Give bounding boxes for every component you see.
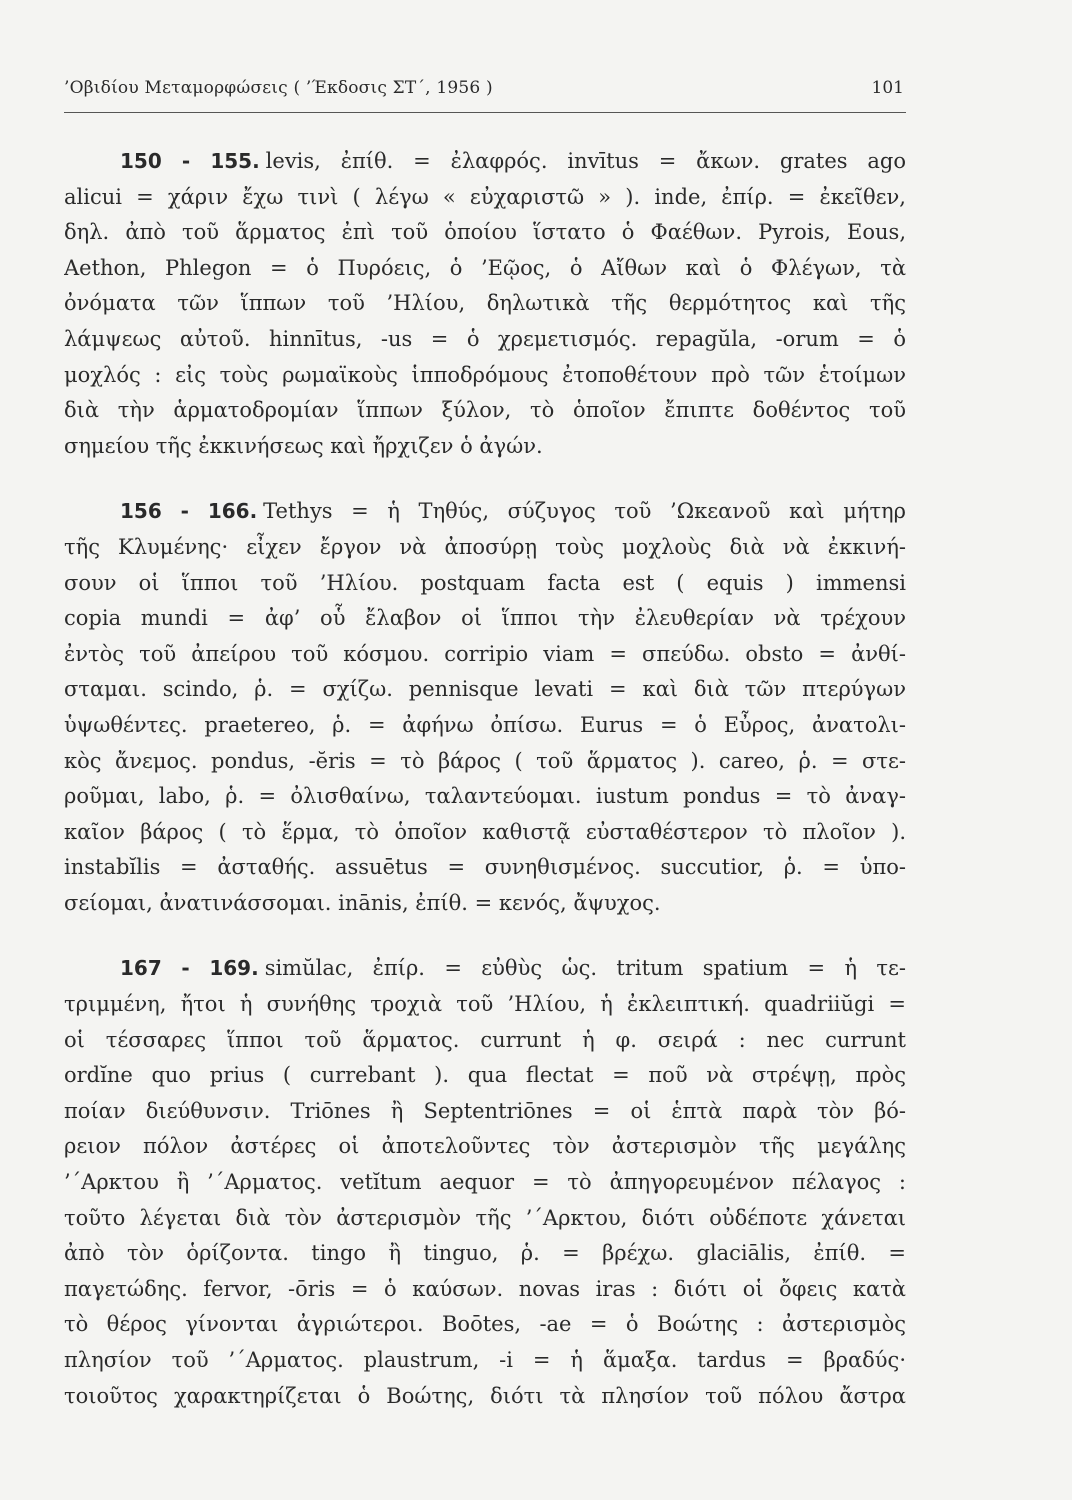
entry-text: Tethys = ἡ Τηθύς, σύζυγος τοῦ ’Ωκεανοῦ καὶ μήτηρ (263, 499, 906, 524)
entry-line: διὰ τὴν ἁρματοδρομίαν ἵππων ξύλον, τὸ ὁποῖον ἔπιπτε δοθέντος τοῦ (64, 398, 906, 423)
entry-line: καῖον βάρος ( τὸ ἕρμα, τὸ ὁποῖον καθιστᾷ εὐσταθέστερον τὸ πλοῖον ). (64, 819, 906, 844)
entry-line: ὀνόματα τῶν ἵππων τοῦ ’Ηλίου, δηλωτικὰ τῆς θερμότητος καὶ τῆς (64, 291, 906, 316)
entry-line: alicui = χάριν ἔχω τινὶ ( λέγω « εὐχαριστῶ » ). inde, ἐπίρ. = ἐκεῖθεν, (64, 184, 906, 209)
entry-150-155 (64, 144, 906, 464)
entry-line: σημείου τῆς ἐκκινήσεως καὶ ἤρχιζεν ὁ ἀγών. (64, 433, 543, 458)
entry-first-line (64, 951, 906, 987)
entry-line: οἱ τέσσαρες ἵπποι τοῦ ἅρματος. currunt ἡ φ. σειρά : nec currunt (64, 1027, 906, 1052)
entry-line: σουν οἱ ἵπποι τοῦ ’Ηλίου. postquam facta est ( equis ) immensi (64, 570, 906, 595)
entry-line: ροῦμαι, labo, ῥ. = ὀλισθαίνω, ταλαντεύομαι. iustum pondus = τὸ ἀναγ- (64, 784, 906, 809)
entry-line: ἀπὸ τὸν ὁρίζοντα. tingo ἢ tinguo, ῥ. = βρέχω. glaciālis, ἐπίθ. = (64, 1241, 906, 1266)
entry-167-169 (64, 951, 906, 1414)
entry-line: copia mundi = ἀφ’ οὗ ἔλαβον οἱ ἵπποι τὴν ἐλευθερίαν νὰ τρέχουν (64, 606, 906, 631)
entry-line: τοιοῦτος χαρακτηρίζεται ὁ Βοώτης, διότι τὰ πλησίον τοῦ πόλου ἄστρα (64, 1383, 906, 1408)
entry-line: μοχλός : εἰς τοὺς ρωμαϊκοὺς ἱπποδρόμους ἐτοποθέτουν πρὸ τῶν ἑτοίμων (64, 362, 906, 387)
entry-line: ἐντὸς τοῦ ἀπείρου τοῦ κόσμου. corripio viam = σπεύδω. obsto = ἀνθί- (64, 641, 906, 666)
running-title: ’Οβιδίου Μεταμορφώσεις ( ’Έκδοσις ΣΤ΄, 1956 ) (64, 78, 493, 98)
running-header (64, 72, 906, 113)
entry-text: simŭlac, ἐπίρ. = εὐθὺς ὡς. tritum spatium = ἡ τε- (264, 956, 906, 981)
entry-first-line (64, 144, 906, 180)
entry-line: σείομαι, ἀνατινάσσομαι. inānis, ἐπίθ. = κενός, ἄψυχος. (64, 890, 661, 915)
entry-line: ποίαν διεύθυνσιν. Triōnes ἢ Septentriōnes = οἱ ἑπτὰ παρὰ τὸν βό- (64, 1098, 906, 1123)
entry-line: τοῦτο λέγεται διὰ τὸν ἀστερισμὸν τῆς ’΄Αρκτου, διότι οὐδέποτε χάνεται (64, 1205, 906, 1230)
entry-line: instabĭlis = ἀσταθής. assuētus = συνηθισμένος. succutior, ῥ. = ὑπο- (64, 855, 906, 880)
entry-156-166 (64, 494, 906, 921)
entry-line: πλησίον τοῦ ’΄Αρματος. plaustrum, -i = ἡ ἅμαξα. tardus = βραδύς· (64, 1348, 906, 1372)
entry-line: ordĭne quo prius ( currebant ). qua flectat = ποῦ νὰ στρέψῃ, πρὸς (64, 1063, 906, 1088)
verse-range: 150 - 155. (120, 149, 260, 173)
entry-line: σταμαι. scindo, ῥ. = σχίζω. pennisque levati = καὶ διὰ τῶν πτερύγων (64, 677, 906, 702)
entry-line: τῆς Κλυμένης· εἶχεν ἔργον νὰ ἀποσύρῃ τοὺς μοχλοὺς διὰ νὰ ἐκκινή- (64, 534, 906, 559)
entry-line: δηλ. ἀπὸ τοῦ ἅρματος ἐπὶ τοῦ ὁποίου ἵστατο ὁ Φαέθων. Pyrois, Eous, (64, 220, 906, 245)
entry-text: levis, ἐπίθ. = ἐλαφρός. invītus = ἄκων. grates ago (265, 149, 906, 173)
verse-range: 156 - 166. (120, 499, 258, 524)
entry-line: τριμμένη, ἤτοι ἡ συνήθης τροχιὰ τοῦ ’Ηλίου, ἡ ἐκλειπτική. quadriiŭgi = (64, 992, 906, 1017)
page-number: 101 (871, 78, 904, 98)
entry-line: ’΄Αρκτου ἢ ’΄Αρματος. vetĭtum aequor = τὸ ἀπηγορευμένον πέλαγος : (64, 1170, 906, 1195)
entry-line: Aethon, Phlegon = ὁ Πυρόεις, ὁ ’Εῷος, ὁ Αἴθων καὶ ὁ Φλέγων, τὰ (64, 255, 906, 280)
verse-range: 167 - 169. (120, 956, 259, 981)
entry-line: κὸς ἄνεμος. pondus, -ĕris = τὸ βάρος ( τοῦ ἅρματος ). careo, ῥ. = στε- (64, 748, 906, 773)
entry-line: τὸ θέρος γίνονται ἀγριώτεροι. Boōtes, -ae = ὁ Βοώτης : ἀστερισμὸς (64, 1312, 906, 1337)
entry-line: ὑψωθέντες. praetereo, ῥ. = ἀφήνω ὀπίσω. Eurus = ὁ Εὖρος, ἀνατολι- (64, 712, 906, 737)
entry-line: παγετώδης. fervor, -ōris = ὁ καύσων. novas iras : διότι οἱ ὄφεις κατὰ (64, 1276, 906, 1301)
commentary-body (64, 144, 906, 1444)
entry-line: ρειον πόλον ἀστέρες οἱ ἀποτελοῦντες τὸν ἀστερισμὸν τῆς μεγάλης (64, 1134, 906, 1159)
entry-first-line (64, 494, 906, 530)
entry-line: λάμψεως αὐτοῦ. hinnītus, -us = ὁ χρεμετισμός. repagŭla, -orum = ὁ (64, 326, 906, 351)
